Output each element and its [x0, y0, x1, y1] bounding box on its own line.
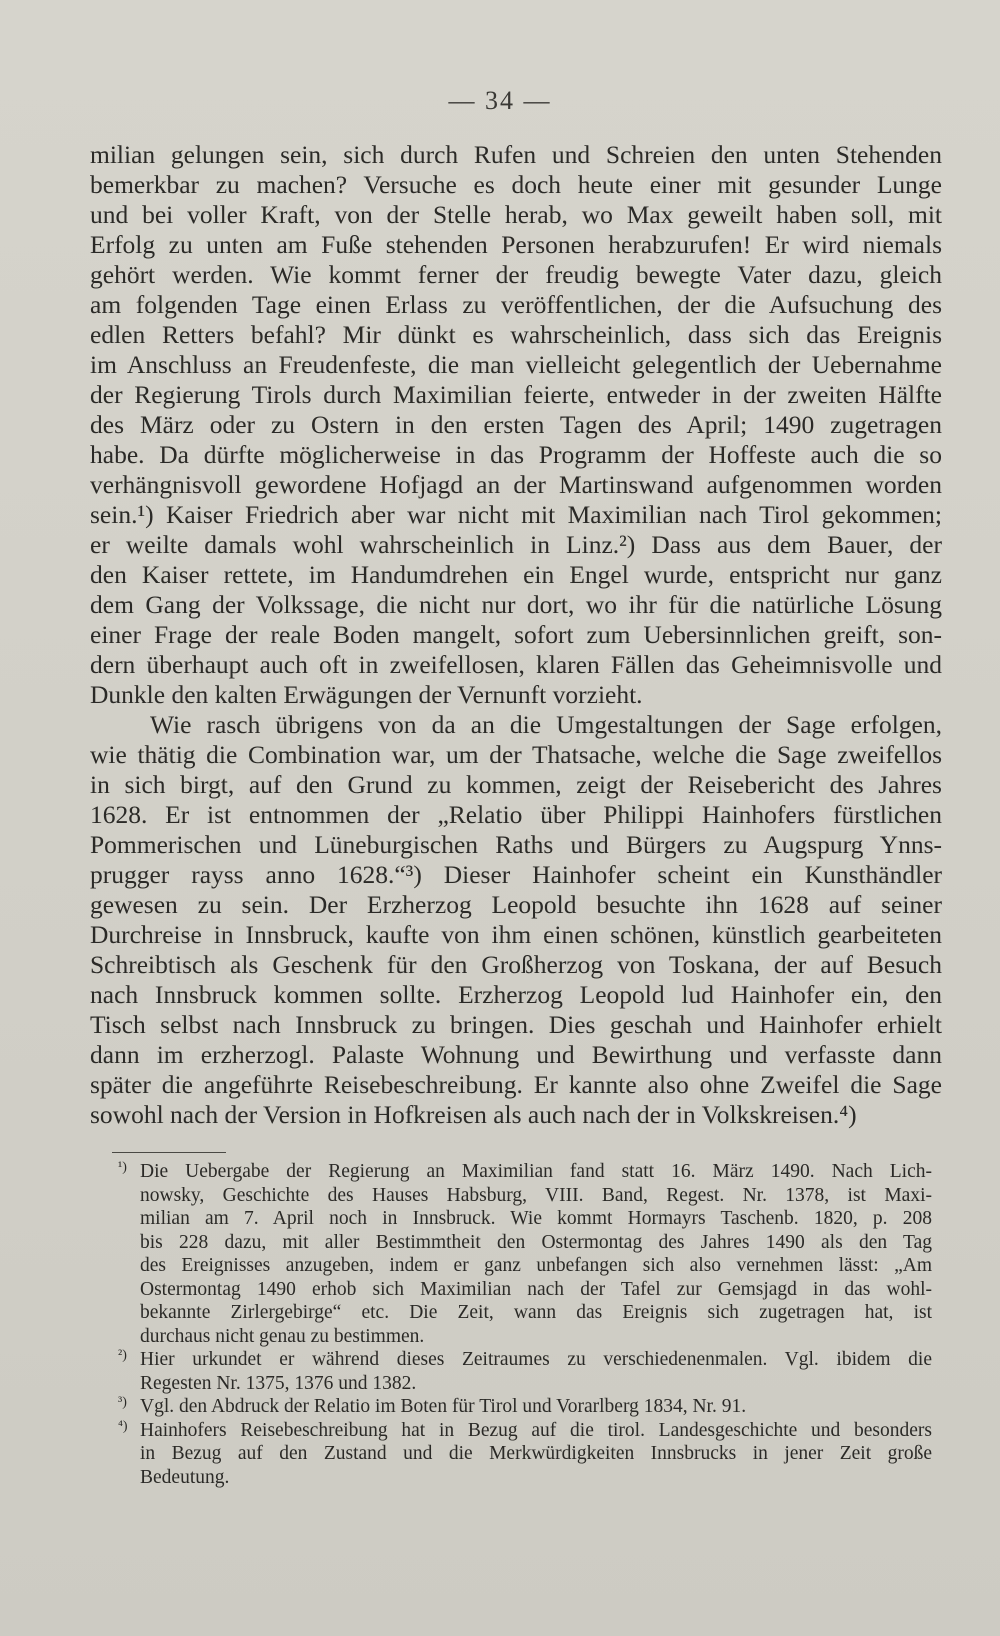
text-line: 1628. Er ist entnommen der „Relatio über Philippi Hainhofers fürstlichen [90, 800, 942, 829]
text-line: und bei voller Kraft, von der Stelle herab, wo Max geweilt haben soll, mit [90, 200, 942, 229]
footnote-line: bis 228 dazu, mit aller Bestimmtheit den Ostermontag des Jahres 1490 als den Tag [140, 1231, 932, 1253]
footnote-line: Bedeutung. [140, 1466, 230, 1488]
footnote-line: Regesten Nr. 1375, 1376 und 1382. [140, 1372, 417, 1394]
footnote-2 [118, 1348, 932, 1395]
text-line: milian gelungen sein, sich durch Rufen und Schreien den unten Stehenden [90, 140, 942, 169]
paragraph-end-line: sowohl nach der Version in Hofkreisen als auch nach der in Volkskreisen.⁴) [90, 1100, 857, 1129]
footnote-line: des Ereignisses anzugeben, indem er ganz unbefangen sich also vernehmen lässt: „Am [140, 1255, 932, 1276]
text-line: verhängnisvoll gewordene Hofjagd an der Martinswand aufgenommen worden [90, 470, 942, 499]
footnote-line: durchaus nicht genau zu bestimmen. [140, 1325, 425, 1347]
text-line: im Anschluss an Freudenfeste, die man vielleicht gelegentlich der Uebernahme [90, 350, 942, 379]
text-line: edlen Retters befahl? Mir dünkt es wahrscheinlich, dass sich das Ereignis [90, 320, 942, 349]
footnote-line: Hier urkundet er während dieses Zeitraumes zu verschiedenenmalen. Vgl. ibidem die [140, 1349, 932, 1370]
paragraph-start-line: Wie rasch übrigens von da an die Umgestaltungen der Sage erfolgen, [150, 710, 942, 739]
footnote-separator [112, 1152, 226, 1153]
text-line: des März oder zu Ostern in den ersten Tagen des April; 1490 zugetragen [90, 410, 942, 439]
footnote-line: in Bezug auf den Zustand und die Merkwürdigkeiten Innsbrucks in jener Zeit große [140, 1443, 932, 1464]
footnote-3 [118, 1395, 932, 1419]
footnote-marker: ³) [118, 1395, 127, 1410]
body-text [90, 140, 942, 1130]
text-line: den Kaiser rettete, im Handumdrehen ein Engel wurde, entspricht nur ganz [90, 560, 942, 589]
paragraph-end-line: Dunkle den kalten Erwägungen der Vernunft vorzieht. [90, 680, 643, 709]
text-line: gehört werden. Wie kommt ferner der freudig bewegte Vater dazu, gleich [90, 260, 942, 289]
footnotes [118, 1160, 932, 1489]
footnote-line: nowsky, Geschichte des Hauses Habsburg, VIII. Band, Regest. Nr. 1378, ist Maxi- [140, 1184, 932, 1206]
text-line: später die angeführte Reisebeschreibung. Er kannte also ohne Zweifel die Sage [90, 1070, 942, 1099]
text-line: Tisch selbst nach Innsbruck zu bringen. Dies geschah und Hainhofer erhielt [90, 1010, 942, 1039]
text-line: prugger rayss anno 1628.“³) Dieser Hainhofer scheint ein Kunsthändler [90, 860, 942, 889]
text-line: am folgenden Tage einen Erlass zu veröffentlichen, der die Aufsuchung des [90, 290, 942, 319]
footnote-marker: ¹) [118, 1160, 127, 1175]
text-line: der Regierung Tirols durch Maximilian feierte, entweder in der zweiten Hälfte [90, 380, 942, 409]
footnote-line: Vgl. den Abdruck der Relatio im Boten für Tirol und Vorarlberg 1834, Nr. 91. [140, 1396, 747, 1417]
text-line: dem Gang der Volkssage, die nicht nur dort, wo ihr für die natürliche Lösung [90, 590, 942, 619]
text-line: er weilte damals wohl wahrscheinlich in Linz.²) Dass aus dem Bauer, der [90, 530, 942, 559]
text-line: in sich birgt, auf den Grund zu kommen, zeigt der Reisebericht des Jahres [90, 770, 942, 799]
text-line: nach Innsbruck kommen sollte. Erzherzog Leopold lud Hainhofer ein, den [90, 980, 942, 1009]
text-line: einer Frage der reale Boden mangelt, sofort zum Uebersinnlichen greift, son- [90, 620, 942, 649]
page-number: — 34 — [448, 86, 552, 115]
footnote-1 [118, 1160, 932, 1348]
text-line: wie thätig die Combination war, um der Thatsache, welche die Sage zweifellos [90, 740, 942, 769]
footnote-line: Ostermontag 1490 erhob sich Maximilian nach der Tafel zur Gemsjagd in das wohl- [140, 1278, 932, 1300]
text-line: dern überhaupt auch oft in zweifellosen, klaren Fällen das Geheimnisvolle und [90, 650, 942, 679]
text-line: Schreibtisch als Geschenk für den Großherzog von Toskana, der auf Besuch [90, 950, 942, 979]
text-line: bemerkbar zu machen? Versuche es doch heute einer mit gesunder Lunge [90, 170, 942, 199]
text-line: habe. Da dürfte möglicherweise in das Programm der Hoffeste auch die so [90, 440, 942, 469]
text-line: gewesen zu sein. Der Erzherzog Leopold besuchte ihn 1628 auf seiner [90, 890, 942, 919]
text-line: Pommerischen und Lüneburgischen Raths und Bürgers zu Augspurg Ynns- [90, 830, 942, 859]
footnote-line: bekannte Zirlergebirge“ etc. Die Zeit, wann das Ereignis sich zugetragen hat, ist [140, 1302, 932, 1323]
footnote-line: Hainhofers Reisebeschreibung hat in Bezug auf die tirol. Landesgeschichte und besonders [140, 1419, 932, 1441]
footnote-marker: ⁴) [118, 1418, 128, 1434]
footnote-4 [118, 1419, 932, 1490]
text-line: dann im erzherzogl. Palaste Wohnung und Bewirthung und verfasste dann [90, 1040, 942, 1069]
text-line: Erfolg zu unten am Fuße stehenden Personen herabzurufen! Er wird niemals [90, 230, 942, 259]
footnote-marker: ²) [118, 1348, 127, 1363]
text-line: Durchreise in Innsbruck, kaufte von ihm einen schönen, künstlich gearbeiteten [90, 920, 942, 949]
footnote-line: Die Uebergabe der Regierung an Maximilian fand statt 16. März 1490. Nach Lich- [140, 1161, 932, 1182]
footnote-line: milian am 7. April noch in Innsbruck. Wie kommt Hormayrs Taschenb. 1820, p. 208 [140, 1208, 932, 1229]
text-line: sein.¹) Kaiser Friedrich aber war nicht mit Maximilian nach Tirol gekommen; [90, 500, 942, 529]
